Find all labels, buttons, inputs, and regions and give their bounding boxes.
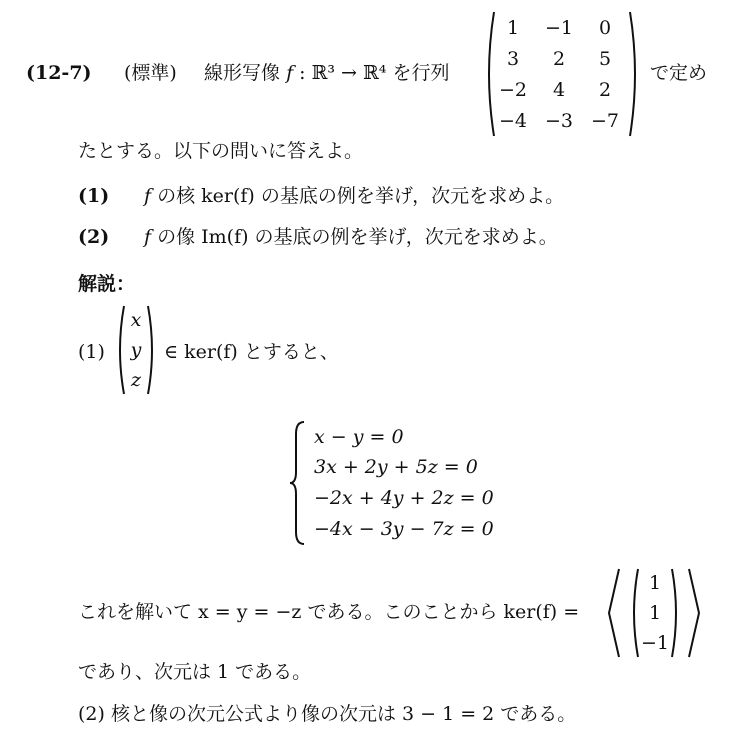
matrix-cell: −4 — [498, 110, 527, 132]
matrix-cell: −1 — [544, 17, 573, 39]
basis-entry: −1 — [640, 632, 669, 654]
basis-entry: 1 — [648, 602, 662, 624]
variable-vector — [114, 304, 158, 396]
question-1-text: の核 ker(f) の基底の例を挙げ，次元を求めよ。 — [157, 185, 565, 207]
question-2-number: (2) — [78, 226, 110, 248]
right-angle-bracket — [686, 567, 702, 659]
equation-4: −4x − 3y − 7z = 0 — [314, 518, 494, 540]
solution-heading: 解説： — [78, 273, 136, 295]
problem-difficulty: (標準) — [124, 62, 177, 84]
part2-text: (2) 核と像の次元公式より像の次元は 3 − 1 = 2 である。 — [78, 703, 577, 725]
conclusion-1: これを解いて x = y = −z である。このことから ker(f) = — [78, 601, 580, 623]
right-paren — [628, 10, 642, 138]
vector-entry: y — [130, 339, 142, 361]
matrix-cell: 2 — [598, 79, 612, 101]
part1-label: (1) — [78, 341, 105, 363]
equation-3: −2x + 4y + 2z = 0 — [314, 487, 494, 509]
equation-1: x − y = 0 — [314, 426, 404, 448]
vector-entry: z — [130, 369, 141, 391]
equation-2: 3x + 2y + 5z = 0 — [314, 456, 478, 478]
basis-entry: 1 — [648, 572, 662, 594]
mapping-text: : ℝ³ → ℝ⁴ — [299, 62, 387, 84]
intro-after: を行列 — [392, 62, 450, 84]
function-symbol: f — [144, 226, 152, 248]
matrix-cell: 4 — [552, 79, 566, 101]
question-2 — [144, 225, 558, 249]
matrix-cell: 5 — [598, 48, 612, 70]
problem-intro — [204, 61, 449, 85]
intro-text: 線形写像 — [204, 62, 281, 84]
matrix-cell: −3 — [544, 110, 573, 132]
problem-number: (12-7) — [26, 62, 92, 84]
vector-entry: x — [130, 309, 142, 331]
matrix-cell: −7 — [590, 110, 619, 132]
question-2-text: の像 Im(f) の基底の例を挙げ，次元を求めよ。 — [157, 226, 558, 248]
function-symbol: f — [286, 62, 294, 84]
matrix-cell: 1 — [506, 17, 520, 39]
conclusion-2: であり、次元は 1 である。 — [78, 661, 312, 683]
part1-text: ∈ ker(f) とすると、 — [164, 341, 339, 363]
matrix — [482, 10, 642, 138]
matrix-cell: 2 — [552, 48, 566, 70]
question-1 — [144, 184, 564, 208]
left-brace — [288, 420, 308, 546]
basis-vector — [628, 567, 682, 659]
function-symbol: f — [144, 185, 152, 207]
matrix-cell: −2 — [498, 79, 527, 101]
problem-line2: たとする。以下の問いに答えよ。 — [78, 140, 364, 162]
matrix-cell: 3 — [506, 48, 520, 70]
question-1-number: (1) — [78, 185, 110, 207]
left-angle-bracket — [606, 567, 622, 659]
matrix-cell: 0 — [598, 17, 612, 39]
intro-end: で定め — [650, 62, 708, 84]
